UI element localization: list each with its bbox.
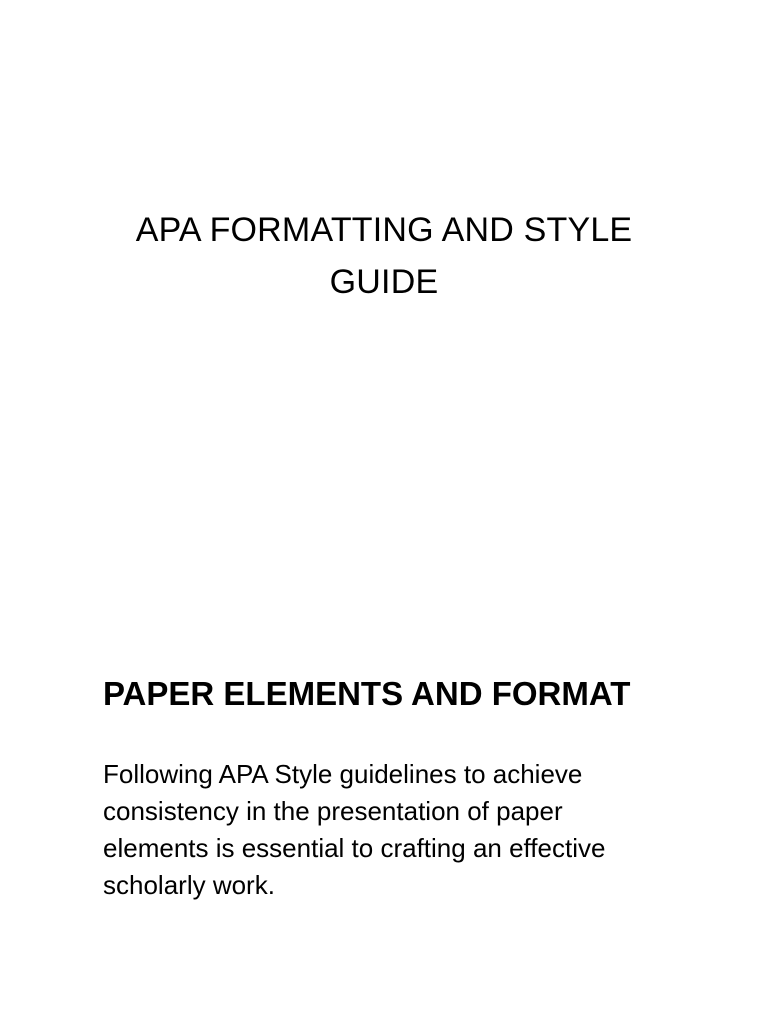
document-title bbox=[60, 204, 708, 308]
document-title-line-1: APA FORMATTING AND STYLE bbox=[135, 211, 633, 249]
body-line-1: Following APA Style guidelines to achieve bbox=[103, 759, 583, 789]
document-title-line-2: GUIDE bbox=[329, 263, 439, 301]
body-line-2: consistency in the presentation of paper bbox=[103, 796, 563, 826]
section-heading: PAPER ELEMENTS AND FORMAT bbox=[103, 675, 631, 712]
body-line-3: elements is essential to crafting an effective bbox=[103, 833, 606, 863]
body-paragraph bbox=[103, 756, 703, 904]
body-line-4: scholarly work. bbox=[103, 870, 275, 900]
